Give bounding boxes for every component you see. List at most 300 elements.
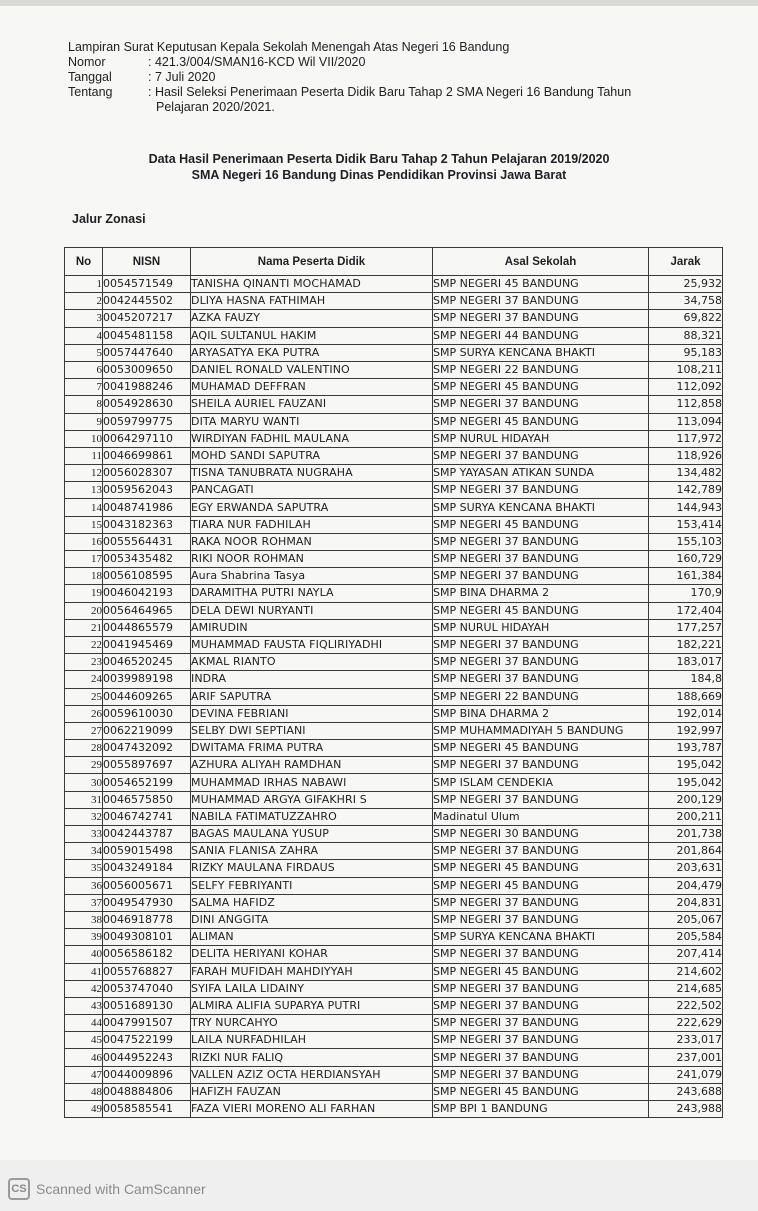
cell-no: 2 — [65, 293, 103, 310]
cell-nama: LAILA NURFADHILAH — [191, 1032, 433, 1049]
cell-asal: SMP NEGERI 37 BANDUNG — [433, 997, 649, 1014]
cell-nama: DANIEL RONALD VALENTINO — [191, 361, 433, 378]
cell-nama: MOHD SANDI SAPUTRA — [191, 447, 433, 464]
cell-asal: SMP NEGERI 45 BANDUNG — [433, 413, 649, 430]
cell-jarak: 112,092 — [649, 379, 723, 396]
cell-nisn: 0045481158 — [103, 327, 191, 344]
cell-nisn: 0057447640 — [103, 344, 191, 361]
table-row — [65, 722, 723, 739]
cell-asal: SMP NEGERI 37 BANDUNG — [433, 654, 649, 671]
cell-jarak: 177,257 — [649, 619, 723, 636]
cell-jarak: 222,629 — [649, 1015, 723, 1032]
col-header-asal: Asal Sekolah — [433, 248, 649, 276]
cell-no: 15 — [65, 516, 103, 533]
cell-no: 21 — [65, 619, 103, 636]
table-row — [65, 327, 723, 344]
cell-no: 42 — [65, 980, 103, 997]
cell-asal: SMP SURYA KENCANA BHAKTI — [433, 344, 649, 361]
cell-no: 19 — [65, 585, 103, 602]
cell-no: 5 — [65, 344, 103, 361]
cell-jarak: 192,997 — [649, 722, 723, 739]
cell-jarak: 182,221 — [649, 636, 723, 653]
section-label: Jalur Zonasi — [72, 212, 146, 226]
cell-nama: FARAH MUFIDAH MAHDIYYAH — [191, 963, 433, 980]
cell-nama: SALMA HAFIDZ — [191, 894, 433, 911]
table-row — [65, 671, 723, 688]
cell-nama: DEVINA FEBRIANI — [191, 705, 433, 722]
cell-nama: SELFY FEBRIYANTI — [191, 877, 433, 894]
cell-asal: SMP BINA DHARMA 2 — [433, 705, 649, 722]
cell-jarak: 193,787 — [649, 740, 723, 757]
results-table — [64, 247, 723, 1118]
cell-nisn: 0053009650 — [103, 361, 191, 378]
table-row — [65, 396, 723, 413]
title-line-2: SMA Negeri 16 Bandung Dinas Pendidikan Provinsi Jawa Barat — [191, 168, 567, 182]
cell-nama: DELA DEWI NURYANTI — [191, 602, 433, 619]
table-row — [65, 980, 723, 997]
cell-jarak: 243,988 — [649, 1101, 723, 1118]
cell-nisn: 0046575850 — [103, 791, 191, 808]
cell-jarak: 204,831 — [649, 894, 723, 911]
table-row — [65, 344, 723, 361]
tanggal-label: Tanggal — [68, 70, 112, 84]
cell-nisn: 0059610030 — [103, 705, 191, 722]
cell-nama: DWITAMA FRIMA PUTRA — [191, 740, 433, 757]
table-row — [65, 997, 723, 1014]
cell-nisn: 0056586182 — [103, 946, 191, 963]
cell-no: 10 — [65, 430, 103, 447]
cell-nama: ARYASATYA EKA PUTRA — [191, 344, 433, 361]
cell-nisn: 0039989198 — [103, 671, 191, 688]
cell-no: 49 — [65, 1101, 103, 1118]
cell-asal: Madinatul Ulum — [433, 808, 649, 825]
cell-jarak: 201,738 — [649, 826, 723, 843]
cell-jarak: 160,729 — [649, 551, 723, 568]
cell-asal: SMP NEGERI 45 BANDUNG — [433, 602, 649, 619]
cell-asal: SMP NEGERI 37 BANDUNG — [433, 894, 649, 911]
tentang-label: Tentang — [68, 85, 113, 99]
watermark-text: Scanned with CamScanner — [36, 1181, 206, 1197]
cell-nama: NABILA FATIMATUZZAHRO — [191, 808, 433, 825]
cell-asal: SMP SURYA KENCANA BHAKTI — [433, 499, 649, 516]
header-line-lampiran — [68, 40, 631, 55]
cell-no: 29 — [65, 757, 103, 774]
cell-no: 9 — [65, 413, 103, 430]
header-line-tanggal — [68, 70, 631, 85]
cell-nisn: 0044865579 — [103, 619, 191, 636]
cell-asal: SMP NEGERI 37 BANDUNG — [433, 551, 649, 568]
table-row — [65, 585, 723, 602]
table-row — [65, 1066, 723, 1083]
cell-asal: SMP NEGERI 37 BANDUNG — [433, 533, 649, 550]
cell-nama: TIARA NUR FADHILAH — [191, 516, 433, 533]
cell-jarak: 34,758 — [649, 293, 723, 310]
cell-nisn: 0044009896 — [103, 1066, 191, 1083]
cell-nisn: 0043249184 — [103, 860, 191, 877]
cell-jarak: 184,8 — [649, 671, 723, 688]
cell-asal: SMP NEGERI 37 BANDUNG — [433, 396, 649, 413]
cell-nama: VALLEN AZIZ OCTA HERDIANSYAH — [191, 1066, 433, 1083]
table-row — [65, 533, 723, 550]
cell-asal: SMP NEGERI 37 BANDUNG — [433, 293, 649, 310]
cell-nama: DLIYA HASNA FATHIMAH — [191, 293, 433, 310]
table-row — [65, 705, 723, 722]
cell-nisn: 0051689130 — [103, 997, 191, 1014]
col-header-no: No — [65, 248, 103, 276]
cell-no: 28 — [65, 740, 103, 757]
cell-no: 18 — [65, 568, 103, 585]
cell-nisn: 0047522199 — [103, 1032, 191, 1049]
cell-no: 20 — [65, 602, 103, 619]
cell-nama: WIRDIYAN FADHIL MAULANA — [191, 430, 433, 447]
cell-no: 35 — [65, 860, 103, 877]
cell-nisn: 0048741986 — [103, 499, 191, 516]
cell-asal: SMP NEGERI 37 BANDUNG — [433, 1049, 649, 1066]
table-row — [65, 877, 723, 894]
cell-no: 13 — [65, 482, 103, 499]
cell-asal: SMP NEGERI 37 BANDUNG — [433, 1032, 649, 1049]
cell-asal: SMP MUHAMMADIYAH 5 BANDUNG — [433, 722, 649, 739]
cell-jarak: 192,014 — [649, 705, 723, 722]
cell-nama: RIZKY MAULANA FIRDAUS — [191, 860, 433, 877]
cell-nisn: 0047432092 — [103, 740, 191, 757]
cell-no: 48 — [65, 1083, 103, 1100]
cell-nisn: 0058585541 — [103, 1101, 191, 1118]
cell-asal: SMP NEGERI 37 BANDUNG — [433, 843, 649, 860]
tentang-indent — [68, 100, 148, 115]
cell-asal: SMP NEGERI 45 BANDUNG — [433, 516, 649, 533]
cell-nama: INDRA — [191, 671, 433, 688]
cell-no: 39 — [65, 929, 103, 946]
cell-nama: FAZA VIERI MORENO ALI FARHAN — [191, 1101, 433, 1118]
cell-nisn: 0046918778 — [103, 911, 191, 928]
cell-jarak: 88,321 — [649, 327, 723, 344]
cell-nama: SHEILA AURIEL FAUZANI — [191, 396, 433, 413]
cell-nama: AZKA FAUZY — [191, 310, 433, 327]
cell-nama: RIZKI NUR FALIQ — [191, 1049, 433, 1066]
cell-nisn: 0046699861 — [103, 447, 191, 464]
cell-no: 8 — [65, 396, 103, 413]
cell-nama: SELBY DWI SEPTIANI — [191, 722, 433, 739]
cell-nisn: 0045207217 — [103, 310, 191, 327]
table-row — [65, 774, 723, 791]
cell-nisn: 0046042193 — [103, 585, 191, 602]
table-row — [65, 894, 723, 911]
page-top-edge — [0, 0, 758, 6]
table-row — [65, 1032, 723, 1049]
cell-nisn: 0044609265 — [103, 688, 191, 705]
cell-no: 11 — [65, 447, 103, 464]
cell-nisn: 0055897697 — [103, 757, 191, 774]
cell-asal: SMP NEGERI 37 BANDUNG — [433, 671, 649, 688]
cell-jarak: 233,017 — [649, 1032, 723, 1049]
cell-no: 34 — [65, 843, 103, 860]
table-row — [65, 1015, 723, 1032]
table-row — [65, 551, 723, 568]
cell-nisn: 0056108595 — [103, 568, 191, 585]
cell-nama: RIKI NOOR ROHMAN — [191, 551, 433, 568]
cell-jarak: 203,631 — [649, 860, 723, 877]
cell-nama: TANISHA QINANTI MOCHAMAD — [191, 276, 433, 293]
table-row — [65, 688, 723, 705]
cell-no: 4 — [65, 327, 103, 344]
cell-jarak: 222,502 — [649, 997, 723, 1014]
cell-asal: SMP YAYASAN ATIKAN SUNDA — [433, 465, 649, 482]
cell-nisn: 0042445502 — [103, 293, 191, 310]
cell-asal: SMP NEGERI 37 BANDUNG — [433, 482, 649, 499]
cell-nama: AKMAL RIANTO — [191, 654, 433, 671]
cell-no: 12 — [65, 465, 103, 482]
cell-nisn: 0041988246 — [103, 379, 191, 396]
cell-nama: BAGAS MAULANA YUSUP — [191, 826, 433, 843]
camscanner-logo-icon: CS — [8, 1178, 30, 1200]
cell-asal: SMP NEGERI 45 BANDUNG — [433, 1083, 649, 1100]
cell-no: 23 — [65, 654, 103, 671]
cell-no: 26 — [65, 705, 103, 722]
cell-no: 1 — [65, 276, 103, 293]
cell-asal: SMP BPI 1 BANDUNG — [433, 1101, 649, 1118]
header-line-nomor — [68, 55, 631, 70]
cell-jarak: 195,042 — [649, 774, 723, 791]
cell-asal: SMP NURUL HIDAYAH — [433, 430, 649, 447]
cell-nama: AMIRUDIN — [191, 619, 433, 636]
cell-jarak: 108,211 — [649, 361, 723, 378]
cell-nama: DARAMITHA PUTRI NAYLA — [191, 585, 433, 602]
cell-asal: SMP NEGERI 37 BANDUNG — [433, 1015, 649, 1032]
table-row — [65, 740, 723, 757]
tanggal-value: : 7 Juli 2020 — [148, 70, 216, 84]
cell-jarak: 188,669 — [649, 688, 723, 705]
cell-nisn: 0053747040 — [103, 980, 191, 997]
cell-jarak: 155,103 — [649, 533, 723, 550]
table-row — [65, 808, 723, 825]
cell-asal: SMP NEGERI 37 BANDUNG — [433, 568, 649, 585]
table-row — [65, 791, 723, 808]
cell-asal: SMP NURUL HIDAYAH — [433, 619, 649, 636]
cell-nama: TISNA TANUBRATA NUGRAHA — [191, 465, 433, 482]
cell-nisn: 0064297110 — [103, 430, 191, 447]
cell-jarak: 118,926 — [649, 447, 723, 464]
table-row — [65, 946, 723, 963]
cell-nama: AZHURA ALIYAH RAMDHAN — [191, 757, 433, 774]
cell-jarak: 183,017 — [649, 654, 723, 671]
header-line-tentang — [68, 85, 631, 100]
cell-no: 14 — [65, 499, 103, 516]
table-row — [65, 757, 723, 774]
cell-jarak: 214,602 — [649, 963, 723, 980]
cell-jarak: 241,079 — [649, 1066, 723, 1083]
table-row — [65, 516, 723, 533]
cell-asal: SMP NEGERI 44 BANDUNG — [433, 327, 649, 344]
col-header-nama: Nama Peserta Didik — [191, 248, 433, 276]
cell-jarak: 195,042 — [649, 757, 723, 774]
cell-asal: SMP NEGERI 37 BANDUNG — [433, 1066, 649, 1083]
cell-nama: DELITA HERIYANI KOHAR — [191, 946, 433, 963]
cell-asal: SMP ISLAM CENDEKIA — [433, 774, 649, 791]
cell-nama: ALMIRA ALIFIA SUPARYA PUTRI — [191, 997, 433, 1014]
cell-nama: AQIL SULTANUL HAKIM — [191, 327, 433, 344]
table-row — [65, 482, 723, 499]
cell-no: 38 — [65, 911, 103, 928]
cell-no: 7 — [65, 379, 103, 396]
cell-no: 22 — [65, 636, 103, 653]
cell-asal: SMP NEGERI 22 BANDUNG — [433, 361, 649, 378]
table-row — [65, 636, 723, 653]
cell-asal: SMP NEGERI 45 BANDUNG — [433, 877, 649, 894]
cell-no: 30 — [65, 774, 103, 791]
table-body — [65, 276, 723, 1118]
cell-nama: Aura Shabrina Tasya — [191, 568, 433, 585]
cell-nama: SYIFA LAILA LIDAINY — [191, 980, 433, 997]
cell-asal: SMP NEGERI 45 BANDUNG — [433, 963, 649, 980]
cell-asal: SMP NEGERI 45 BANDUNG — [433, 860, 649, 877]
cell-nama: EGY ERWANDA SAPUTRA — [191, 499, 433, 516]
camscanner-watermark — [8, 1178, 206, 1200]
cell-no: 45 — [65, 1032, 103, 1049]
cell-asal: SMP NEGERI 37 BANDUNG — [433, 980, 649, 997]
table-row — [65, 568, 723, 585]
cell-nisn: 0046520245 — [103, 654, 191, 671]
cell-jarak: 142,789 — [649, 482, 723, 499]
cell-jarak: 170,9 — [649, 585, 723, 602]
col-header-jarak: Jarak — [649, 248, 723, 276]
header-line-tentang-cont — [68, 100, 631, 115]
cell-nisn: 0042443787 — [103, 826, 191, 843]
cell-nama: SANIA FLANISA ZAHRA — [191, 843, 433, 860]
table-row — [65, 602, 723, 619]
cell-nama: MUHAMMAD ARGYA GIFAKHRI S — [191, 791, 433, 808]
cell-no: 16 — [65, 533, 103, 550]
cell-nisn: 0048884806 — [103, 1083, 191, 1100]
cell-nisn: 0044952243 — [103, 1049, 191, 1066]
cell-nama: ALIMAN — [191, 929, 433, 946]
cell-nama: TRY NURCAHYO — [191, 1015, 433, 1032]
cell-jarak: 95,183 — [649, 344, 723, 361]
table-row — [65, 911, 723, 928]
cell-nisn: 0049308101 — [103, 929, 191, 946]
cell-no: 40 — [65, 946, 103, 963]
cell-jarak: 153,414 — [649, 516, 723, 533]
cell-nisn: 0054571549 — [103, 276, 191, 293]
cell-asal: SMP NEGERI 37 BANDUNG — [433, 946, 649, 963]
cell-asal: SMP NEGERI 45 BANDUNG — [433, 740, 649, 757]
cell-jarak: 117,972 — [649, 430, 723, 447]
cell-jarak: 205,067 — [649, 911, 723, 928]
cell-no: 27 — [65, 722, 103, 739]
cell-nama: HAFIZH FAUZAN — [191, 1083, 433, 1100]
cell-nama: MUHAMMAD FAUSTA FIQLIRIYADHI — [191, 636, 433, 653]
cell-nisn: 0056028307 — [103, 465, 191, 482]
cell-nama: PANCAGATI — [191, 482, 433, 499]
cell-no: 3 — [65, 310, 103, 327]
table-row — [65, 310, 723, 327]
document-title — [0, 151, 758, 183]
table-row — [65, 826, 723, 843]
cell-nama: DITA MARYU WANTI — [191, 413, 433, 430]
title-line-1: Data Hasil Penerimaan Peserta Didik Baru Tahap 2 Tahun Pelajaran 2019/2020 — [148, 152, 610, 166]
cell-nama: ARIF SAPUTRA — [191, 688, 433, 705]
cell-nisn: 0053435482 — [103, 551, 191, 568]
cell-jarak: 144,943 — [649, 499, 723, 516]
col-header-nisn: NISN — [103, 248, 191, 276]
cell-no: 24 — [65, 671, 103, 688]
cell-jarak: 204,479 — [649, 877, 723, 894]
cell-no: 47 — [65, 1066, 103, 1083]
cell-asal: SMP SURYA KENCANA BHAKTI — [433, 929, 649, 946]
table-row — [65, 413, 723, 430]
tentang-value: : Hasil Seleksi Penerimaan Peserta Didik Baru Tahap 2 SMA Negeri 16 Bandung Tahun — [148, 85, 632, 99]
cell-jarak: 172,404 — [649, 602, 723, 619]
cell-jarak: 201,864 — [649, 843, 723, 860]
table-row — [65, 465, 723, 482]
cell-nisn: 0049547930 — [103, 894, 191, 911]
cell-asal: SMP NEGERI 37 BANDUNG — [433, 911, 649, 928]
cell-jarak: 69,822 — [649, 310, 723, 327]
cell-asal: SMP NEGERI 45 BANDUNG — [433, 379, 649, 396]
cell-jarak: 200,129 — [649, 791, 723, 808]
cell-asal: SMP NEGERI 37 BANDUNG — [433, 636, 649, 653]
table-row — [65, 447, 723, 464]
cell-nisn: 0056464965 — [103, 602, 191, 619]
cell-asal: SMP NEGERI 30 BANDUNG — [433, 826, 649, 843]
table-row — [65, 293, 723, 310]
cell-jarak: 25,932 — [649, 276, 723, 293]
cell-nisn: 0054928630 — [103, 396, 191, 413]
cell-jarak: 243,688 — [649, 1083, 723, 1100]
table-row — [65, 1083, 723, 1100]
cell-no: 44 — [65, 1015, 103, 1032]
table-row — [65, 276, 723, 293]
cell-no: 33 — [65, 826, 103, 843]
cell-no: 32 — [65, 808, 103, 825]
tentang-value-cont: Pelajaran 2020/2021. — [156, 100, 275, 114]
cell-asal: SMP NEGERI 45 BANDUNG — [433, 276, 649, 293]
cell-no: 46 — [65, 1049, 103, 1066]
table-row — [65, 379, 723, 396]
table-row — [65, 1101, 723, 1118]
table-row — [65, 843, 723, 860]
cell-jarak: 207,414 — [649, 946, 723, 963]
cell-no: 6 — [65, 361, 103, 378]
table-row — [65, 499, 723, 516]
cell-asal: SMP NEGERI 37 BANDUNG — [433, 757, 649, 774]
cell-nisn: 0059562043 — [103, 482, 191, 499]
cell-nisn: 0062219099 — [103, 722, 191, 739]
cell-asal: SMP BINA DHARMA 2 — [433, 585, 649, 602]
cell-nama: RAKA NOOR ROHMAN — [191, 533, 433, 550]
cell-nisn: 0056005671 — [103, 877, 191, 894]
cell-no: 36 — [65, 877, 103, 894]
cell-nisn: 0055564431 — [103, 533, 191, 550]
table-row — [65, 929, 723, 946]
cell-nisn: 0059015498 — [103, 843, 191, 860]
lampiran-text: Lampiran Surat Keputusan Kepala Sekolah Menengah Atas Negeri 16 Bandung — [68, 40, 510, 54]
cell-jarak: 200,211 — [649, 808, 723, 825]
cell-nisn: 0054652199 — [103, 774, 191, 791]
table-row — [65, 619, 723, 636]
cell-no: 25 — [65, 688, 103, 705]
cell-asal: SMP NEGERI 37 BANDUNG — [433, 791, 649, 808]
table-row — [65, 963, 723, 980]
cell-no: 31 — [65, 791, 103, 808]
cell-jarak: 113,094 — [649, 413, 723, 430]
table-header-row — [65, 248, 723, 276]
cell-nama: MUHAMMAD IRHAS NABAWI — [191, 774, 433, 791]
cell-jarak: 205,584 — [649, 929, 723, 946]
cell-nisn: 0059799775 — [103, 413, 191, 430]
cell-jarak: 237,001 — [649, 1049, 723, 1066]
cell-nama: DINI ANGGITA — [191, 911, 433, 928]
